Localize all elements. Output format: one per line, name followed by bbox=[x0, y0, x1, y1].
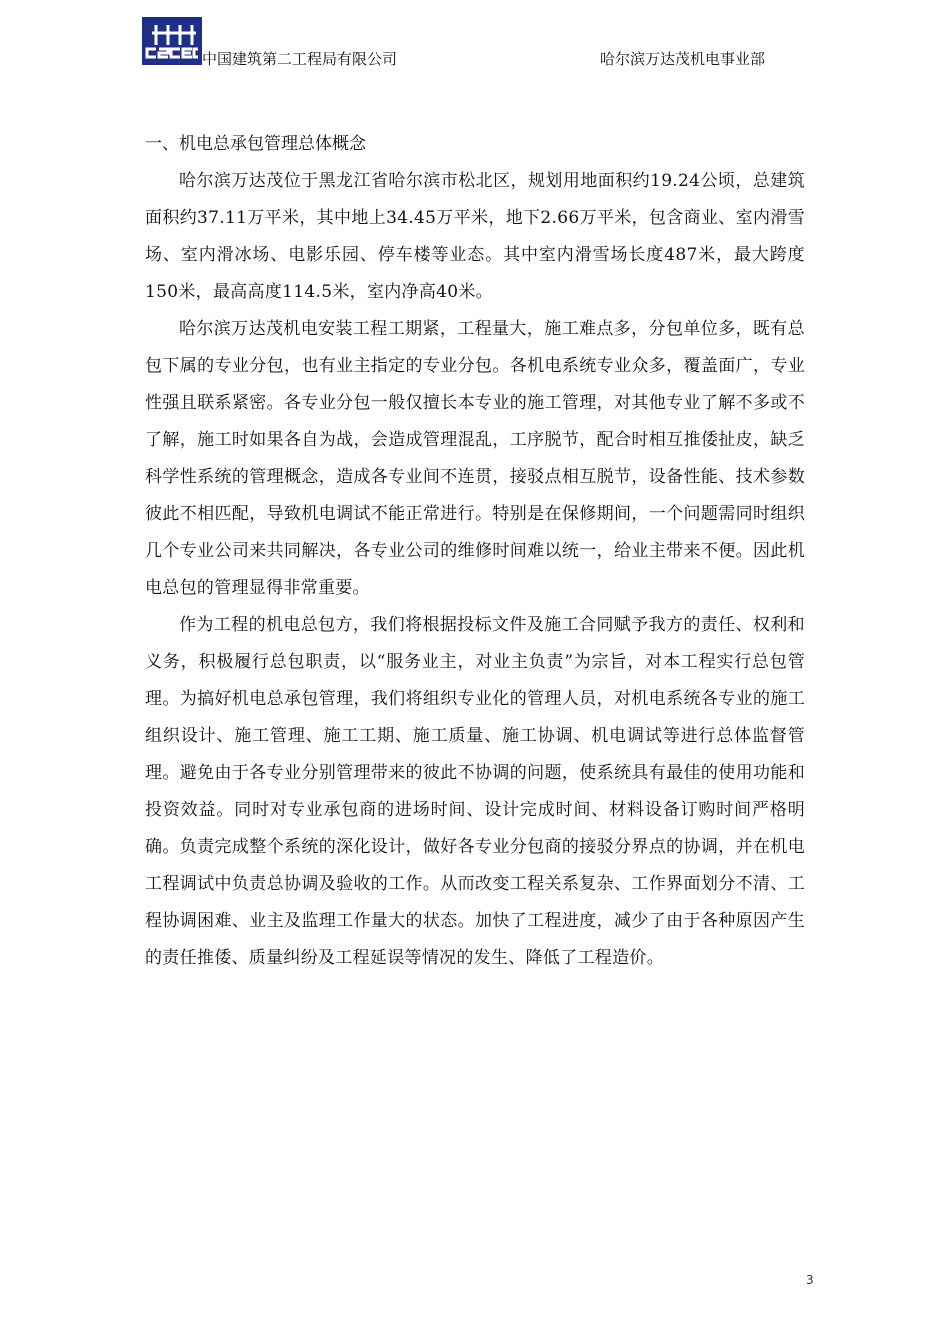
company-logo bbox=[142, 17, 202, 65]
cscec-logo-icon bbox=[142, 17, 202, 65]
paragraph-approach: 作为工程的机电总包方，我们将根据投标文件及施工合同赋予我方的责任、权利和义务，积极履行总包职责，以“服务业主，对业主负责”为宗旨，对本工程实行总包管理。为搞好机电总承包管理，我们将组织专业化的管理人员，对机电系统各专业的施工组织设计、施工管理、施工工期、施工质量、施工协调、机电调试等进行总体监督管理。避免由于各专业分别管理带来的彼此不协调的问题，使系统具有最佳的使用功能和投资效益。同时对专业承包商的进场时间、设计完成时间、材料设备订购时间严格明确。负责完成整个系统的深化设计，做好各专业分包商的接驳分界点的协调，并在机电工程调试中负责总协调及验收的工作。从而改变工程关系复杂、工作界面划分不清、工程协调困难、业主及监理工作量大的状态。加快了工程进度，减少了由于各种原因产生的责任推倭、质量纠纷及工程延误等情况的发生、降低了工程造价。 bbox=[145, 615, 805, 968]
page-number: 3 bbox=[806, 1273, 814, 1287]
section-heading: 一、机电总承包管理总体概念 bbox=[145, 134, 366, 154]
paragraph-challenges: 哈尔滨万达茂机电安装工程工期紧，工程量大，施工难点多，分包单位多，既有总包下属的专业分包，也有业主指定的专业分包。各机电系统专业众多，覆盖面广，专业性强且联系紧密。各专业分包一般仅擅长本专业的施工管理，对其他专业了解不多或不了解，施工时如果各自为战，会造成管理混乱，工序脱节，配合时相互推倭扯皮，缺乏科学性系统的管理概念，造成各专业间不连贯，接驳点相互脱节，设备性能、技术参数彼此不相匹配，导致机电调试不能正常进行。特别是在保修期间，一个问题需同时组织几个专业公司来共同解决，各专业公司的维修时间难以统一，给业主带来不便。因此机电总包的管理显得非常重要。 bbox=[145, 319, 805, 598]
paragraph-overview: 哈尔滨万达茂位于黑龙江省哈尔滨市松北区，规划用地面积约19.24公顷，总建筑面积约37.11万平米，其中地上34.45万平米，地下2.66万平米，包含商业、室内滑雪场、室内滑冰场、电影乐园、停车楼等业态。其中室内滑雪场长度487米，最大跨度150米，最高高度114.5米，室内净高40米。 bbox=[145, 171, 805, 302]
department-name: 哈尔滨万达茂机电事业部 bbox=[600, 50, 766, 68]
document-body bbox=[145, 126, 805, 977]
company-name: 中国建筑第二工程局有限公司 bbox=[202, 50, 398, 68]
